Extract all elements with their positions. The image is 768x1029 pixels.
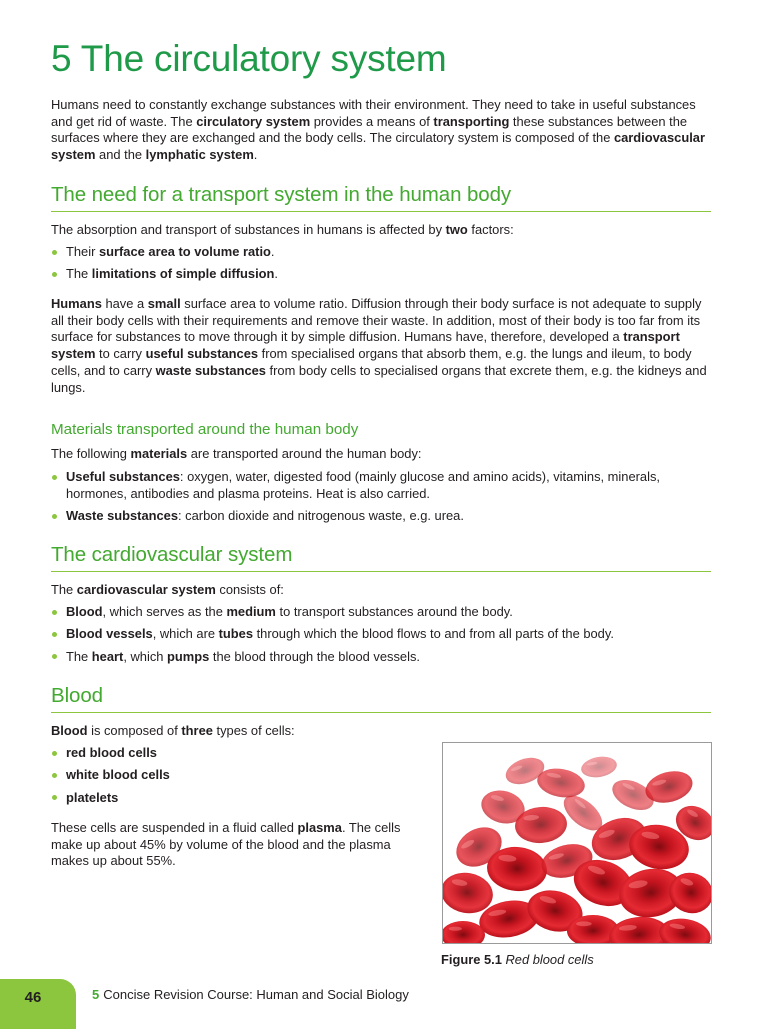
figure-caption-text: Red blood cells — [505, 952, 594, 967]
intro-paragraph: Humans need to constantly exchange substances with their environment. They need to take in useful substances and get rid of waste. The circulatory system provides a means of transporting these substances between the surfaces where they are exchanged and the body cells. The circulatory system is composed of the cardiovascular system and the lymphatic system. — [51, 97, 705, 163]
cardio-list — [51, 604, 711, 671]
need-body-paragraph: Humans have a small surface area to volume ratio. Diffusion through their body surface is not adequate to supply all their body cells with their requirements and remove their waste. In addition, most of their body is too far from its surface for substances to move through it by simple diffusion. Humans have, therefore, developed a transport system to carry useful substances from specialised organs that absorb them, e.g. the lungs and ileum, to body cells, and to carry waste substances from body cells to specialised organs that excrete them, e.g. the kidneys and lungs. — [51, 296, 707, 395]
bullet-dot — [52, 751, 57, 756]
bullet-dot — [52, 250, 57, 255]
bullet-dot — [52, 795, 57, 800]
list-item: red blood cells — [51, 745, 411, 762]
list-item: platelets — [51, 790, 411, 807]
heading-need-for-transport: The need for a transport system in the human body — [51, 183, 512, 206]
cardio-lead-paragraph: The cardiovascular system consists of: — [51, 582, 284, 597]
plasma-paragraph: These cells are suspended in a fluid called plasma. The cells make up about 45% by volume of the blood and the plasma makes up about 55%. — [51, 820, 401, 869]
running-footer — [92, 987, 409, 1002]
materials-lead-paragraph: The following materials are transported around the human body: — [51, 446, 422, 461]
list-item: Useful substances: oxygen, water, digested food (mainly glucose and amino acids), vitamins, minerals, hormones, antibodies and plasma proteins. Heat is also carried. — [51, 469, 711, 502]
bullet-dot — [52, 514, 57, 519]
list-item: Blood, which serves as the medium to transport substances around the body. — [51, 604, 711, 621]
heading-cardiovascular-system: The cardiovascular system — [51, 543, 293, 566]
heading-rule — [51, 712, 711, 713]
list-item: Blood vessels, which are tubes through which the blood flows to and from all parts of the body. — [51, 626, 711, 643]
heading-rule — [51, 571, 711, 572]
heading-rule — [51, 211, 711, 212]
list-item: Their surface area to volume ratio. — [51, 244, 711, 261]
bullet-dot — [52, 610, 57, 615]
materials-list — [51, 469, 711, 530]
red-blood-cell — [580, 754, 619, 780]
bullet-dot — [52, 272, 57, 277]
heading-blood: Blood — [51, 684, 103, 707]
blood-cells-list — [51, 745, 411, 812]
chapter-title: 5 The circulatory system — [51, 38, 447, 79]
footer-chapter-number: 5 — [92, 987, 100, 1002]
red-blood-cell — [657, 915, 711, 943]
factors-list — [51, 244, 711, 289]
list-item: white blood cells — [51, 767, 411, 784]
red-blood-cells-figure — [442, 742, 712, 944]
page-number: 46 — [24, 988, 42, 1006]
footer-book-title: Concise Revision Course: Human and Social Biology — [103, 987, 409, 1002]
red-blood-cells-image — [443, 743, 711, 943]
bullet-dot — [52, 654, 57, 659]
bullet-dot — [52, 632, 57, 637]
heading-materials-transported: Materials transported around the human body — [51, 421, 359, 438]
need-lead-paragraph: The absorption and transport of substances in humans is affected by two factors: — [51, 222, 514, 237]
bullet-dot — [52, 475, 57, 480]
list-item: The heart, which pumps the blood through the blood vessels. — [51, 649, 711, 666]
red-blood-cell — [443, 921, 485, 943]
figure-caption — [441, 952, 594, 967]
bullet-dot — [52, 773, 57, 778]
blood-lead-paragraph: Blood is composed of three types of cells: — [51, 723, 295, 738]
list-item: Waste substances: carbon dioxide and nitrogenous waste, e.g. urea. — [51, 508, 711, 525]
figure-label: Figure 5.1 — [441, 952, 502, 967]
list-item: The limitations of simple diffusion. — [51, 266, 711, 283]
